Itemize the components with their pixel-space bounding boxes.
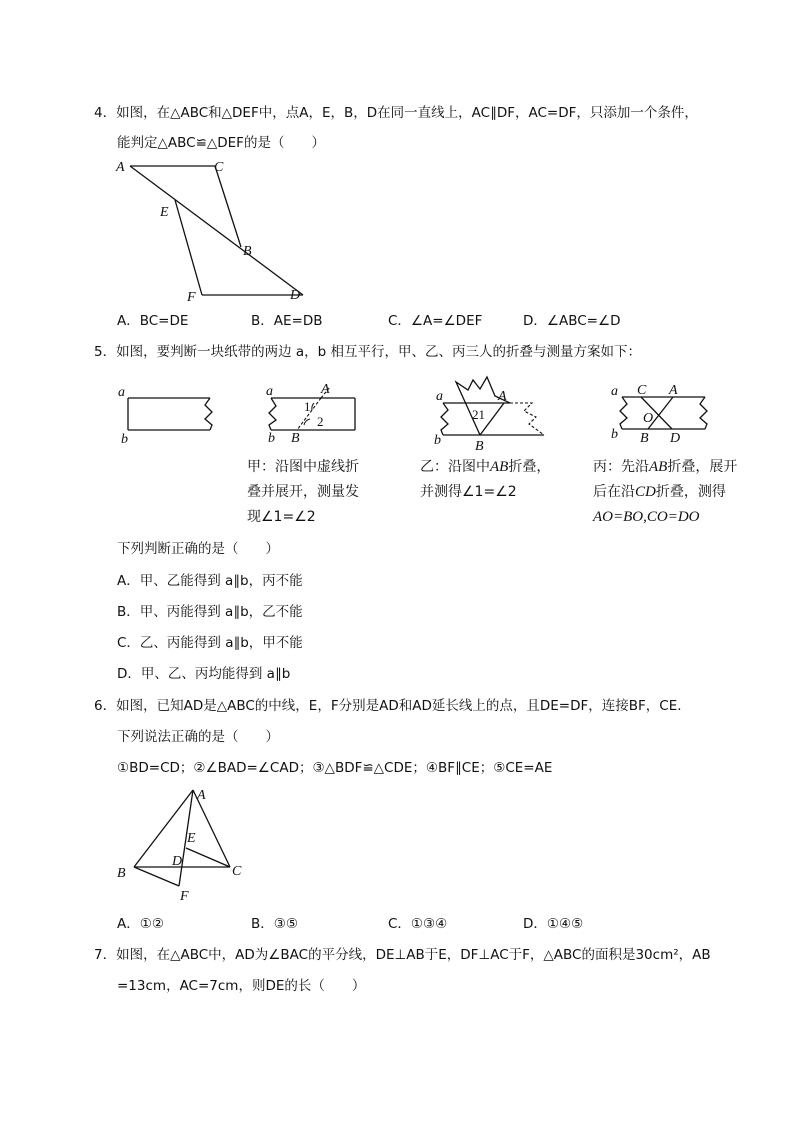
q5-figure-3	[432, 374, 547, 454]
q6-stem-line2: 下列说法正确的是（ ）	[117, 729, 279, 745]
q5-fig3-label-B: B	[475, 439, 484, 454]
q4-label-B: B	[243, 244, 252, 259]
q4-option-d[interactable]: D．∠ABC=∠D	[523, 313, 621, 329]
q4-label-A: A	[116, 160, 125, 175]
q5-option-a[interactable]: A．甲、乙能得到 a∥b，丙不能	[117, 573, 303, 589]
q5-caption-bing: 丙：先沿AB折叠，展开 后在沿CD折叠，测得 AO=BO,CO=DO	[593, 459, 738, 525]
q5-figure-1	[115, 383, 225, 445]
q6-statements: ①BD=CD；②∠BAD=∠CAD；③△BDF≌△CDE；④BF∥CE；⑤CE=AE	[117, 760, 553, 776]
q5-figure-4	[608, 380, 708, 444]
q5-question: 下列判断正确的是（ ）	[117, 541, 279, 557]
q4-label-D: D	[290, 288, 301, 303]
q5-fig4-label-O: O	[643, 411, 654, 426]
q7-stem-line2: =13cm，AC=7cm，则DE的长（ ）	[117, 978, 366, 994]
q4-segment-CB	[215, 166, 241, 247]
q5-caption-yi: 乙：沿图中AB折叠， 并测得∠1=∠2	[420, 459, 551, 500]
q4-stem-line1: 4．如图，在△ABC和△DEF中，点A，E，B，D在同一直线上，AC∥DF，AC=DF，只添加一个条件，	[94, 105, 698, 121]
q5-fig2-angle-1: 1	[304, 399, 311, 414]
q5-fig1-label-b: b	[121, 432, 128, 447]
q5-fig1-label-a: a	[118, 385, 125, 400]
q4-stem-line2: 能判定△ABC≌△DEF的是（ ）	[117, 135, 325, 151]
q6-option-c[interactable]: C．①③④	[388, 916, 448, 932]
q5-fig4-label-B: B	[640, 431, 649, 446]
q6-segment-AB	[134, 790, 193, 867]
q5-fig3-label-a: a	[436, 389, 443, 404]
q5-fig3-angles: 21	[472, 407, 485, 422]
q5-fig4-label-D: D	[670, 431, 681, 446]
q4-option-b[interactable]: B．AE=DB	[251, 313, 323, 329]
q6-label-C: C	[232, 864, 242, 879]
q4-figure	[110, 155, 320, 305]
q5-option-b[interactable]: B．甲、丙能得到 a∥b，乙不能	[117, 604, 303, 620]
q5-fig3-label-b: b	[434, 433, 441, 448]
q5-option-c[interactable]: C．乙、丙能得到 a∥b，甲不能	[117, 635, 303, 651]
q7-stem-line1: 7．如图，在△ABC中，AD为∠BAC的平分线，DE⊥AB于E，DF⊥AC于F，△ABC的面积是30cm²，AB	[94, 947, 711, 963]
q6-label-F: F	[180, 889, 189, 904]
q5-option-d[interactable]: D．甲、乙、丙均能得到 a∥b	[117, 666, 291, 682]
q6-label-D: D	[172, 854, 183, 869]
q6-figure	[110, 783, 260, 908]
q4-option-c[interactable]: C．∠A=∠DEF	[388, 313, 483, 329]
q5-figure-2	[262, 379, 362, 447]
q4-option-a[interactable]: A．BC=DE	[117, 313, 189, 329]
q6-label-B: B	[117, 866, 126, 881]
q6-label-A: A	[197, 788, 206, 803]
q6-segment-EC	[186, 848, 230, 867]
q5-fig3-label-A: A	[498, 389, 507, 404]
q4-label-F: F	[187, 290, 196, 305]
q4-label-E: E	[160, 205, 169, 220]
q5-fig2-label-a: a	[266, 384, 273, 399]
q6-segment-BF	[134, 867, 179, 886]
q5-fig2-angle-2: 2	[317, 414, 324, 429]
q5-stem-line1: 5．如图，要判断一块纸带的两边 a，b 相互平行，甲、乙、丙三人的折叠与测量方案如下：	[94, 344, 642, 360]
q5-fig4-label-a: a	[611, 384, 618, 399]
q5-fig2-label-b: b	[268, 431, 275, 446]
q6-stem-line1: 6．如图，已知AD是△ABC的中线，E，F分别是AD和AD延长线上的点，且DE=DF，连接BF，CE．	[94, 698, 691, 714]
q5-fig4-label-C: C	[637, 383, 647, 398]
q4-line-AD	[130, 166, 303, 295]
q6-option-a[interactable]: A．①②	[117, 916, 164, 932]
q6-label-E: E	[187, 831, 196, 846]
q4-segment-EF	[175, 200, 202, 295]
q4-label-C: C	[214, 160, 224, 175]
q5-fig4-label-b: b	[611, 427, 618, 442]
q5-fig4-label-A: A	[669, 383, 678, 398]
q6-option-d[interactable]: D．①④⑤	[523, 916, 584, 932]
q5-fig2-label-B: B	[291, 431, 300, 446]
q6-option-b[interactable]: B．③⑤	[251, 916, 298, 932]
q5-fig2-label-A: A	[321, 382, 330, 397]
q5-caption-jia: 甲：沿图中虚线折 叠并展开，测量发 现∠1=∠2	[247, 459, 359, 525]
